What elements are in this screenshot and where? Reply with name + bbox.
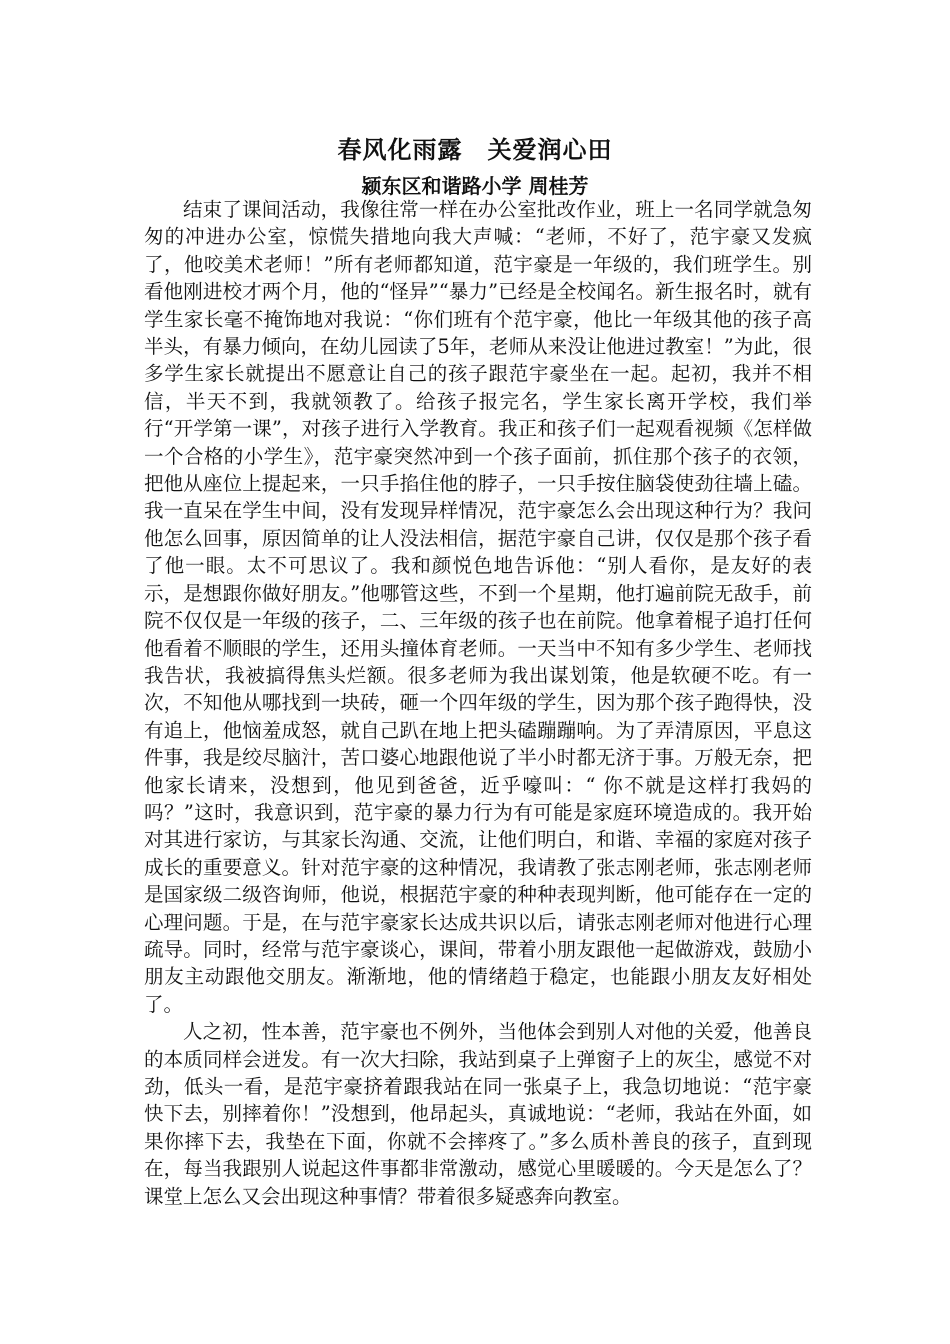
paragraph-1: 结束了课间活动，我像往常一样在办公室批改作业，班上一名同学就急匆匆的冲进办公室，惊慌失措地向我大声喊：“老师，不好了，范宇豪又发疯了，他咬美术老师！”所有老师都知道，范宇豪是一年级的，我们班学生。别看他刚进校才两个月，他的“怪异”“暴力”已经是全校闻名。新生报名时，就有学生家长毫不掩饰地对我说：“你们班有个范宇豪，他比一年级其他的孩子高半头，有暴力倾向，在幼儿园读了5年，老师从来没让他进过教室！”为此，很多学生家长就提出不愿意让自己的孩子跟范宇豪坐在一起。起初，我并不相信，半天不到，我就领教了。给孩子报完名，学生家长离开学校，我们举行“开学第一课”，对孩子进行入学教育。我正和孩子们一起观看视频《怎样做一个合格的小学生》，范宇豪突然冲到一个孩子面前，抓住那个孩子的衣领，把他从座位上提起来，一只手掐住他的脖子，一只手按住脑袋使劲往墙上磕。我一直呆在学生中间，没有发现异样情况，范宇豪怎么会出现这种行为？我问他怎么回事，原因简单的让人没法相信，据范宇豪自己讲，仅仅是那个孩子看了他一眼。太不可思议了。我和颜悦色地告诉他：“别人看你，是友好的表示，是想跟你做好朋友。”他哪管这些，不到一个星期，他打遍前院无敌手，前院不仅仅是一年级的孩子，二、三年级的孩子也在前院。他拿着棍子追打任何他看着不顺眼的学生，还用头撞体育老师。一天当中不知有多少学生、老师找我告状，我被搞得焦头烂额。很多老师为我出谋划策，他是软硬不吃。有一次，不知他从哪找到一块砖，砸一个四年级的学生，因为那个孩子跑得快，没有追上，他恼羞成怒，就自己趴在地上把头磕蹦蹦响。为了弄清原因，平息这件事，我是绞尽脑汁，苦口婆心地跟他说了半小时都无济于事。万般无奈，把他家长请来，没想到，他见到爸爸，近乎嚎叫：“ 你不就是这样打我妈的吗？”这时，我意识到，范宇豪的暴力行为有可能是家庭环境造成的。我开始对其进行家访，与其家长沟通、交流，让他们明白，和谐、幸福的家庭对孩子成长的重要意义。针对范宇豪的这种情况，我请教了张志刚老师，张志刚老师是国家级二级咨询师，他说，根据范宇豪的种种表现判断，他可能存在一定的心理问题。于是，在与范宇豪家长达成共识以后，请张志刚老师对他进行心理疏导。同时，经常与范宇豪谈心，课间，带着小朋友跟他一起做游戏，鼓励小朋友主动跟他交朋友。渐渐地，他的情绪趋于稳定，也能跟小朋友友好相处了。 [144, 198, 812, 1016]
paragraph-2: 人之初，性本善，范宇豪也不例外，当他体会到别人对他的关爱，他善良的本质同样会迸发。有一次大扫除，我站到桌子上弹窗子上的灰尘，感觉不对劲，低头一看，是范宇豪挤着跟我站在同一张桌子上，我急切地说：“范宇豪快下去，别摔着你！”没想到，他昂起头，真诚地说：“老师，我站在外面，如果你摔下去，我垫在下面，你就不会摔疼了。”多么质朴善良的孩子，直到现在，每当我跟别人说起这件事都非常激动，感觉心里暖暖的。今天是怎么了？课堂上怎么又会出现这种事情？带着很多疑惑奔向教室。 [144, 1020, 812, 1208]
document-title: 春风化雨露 关爱润心田 [337, 135, 613, 164]
document-body [144, 196, 812, 1210]
document-author: 颍东区和谐路小学 周桂芳 [361, 174, 589, 198]
